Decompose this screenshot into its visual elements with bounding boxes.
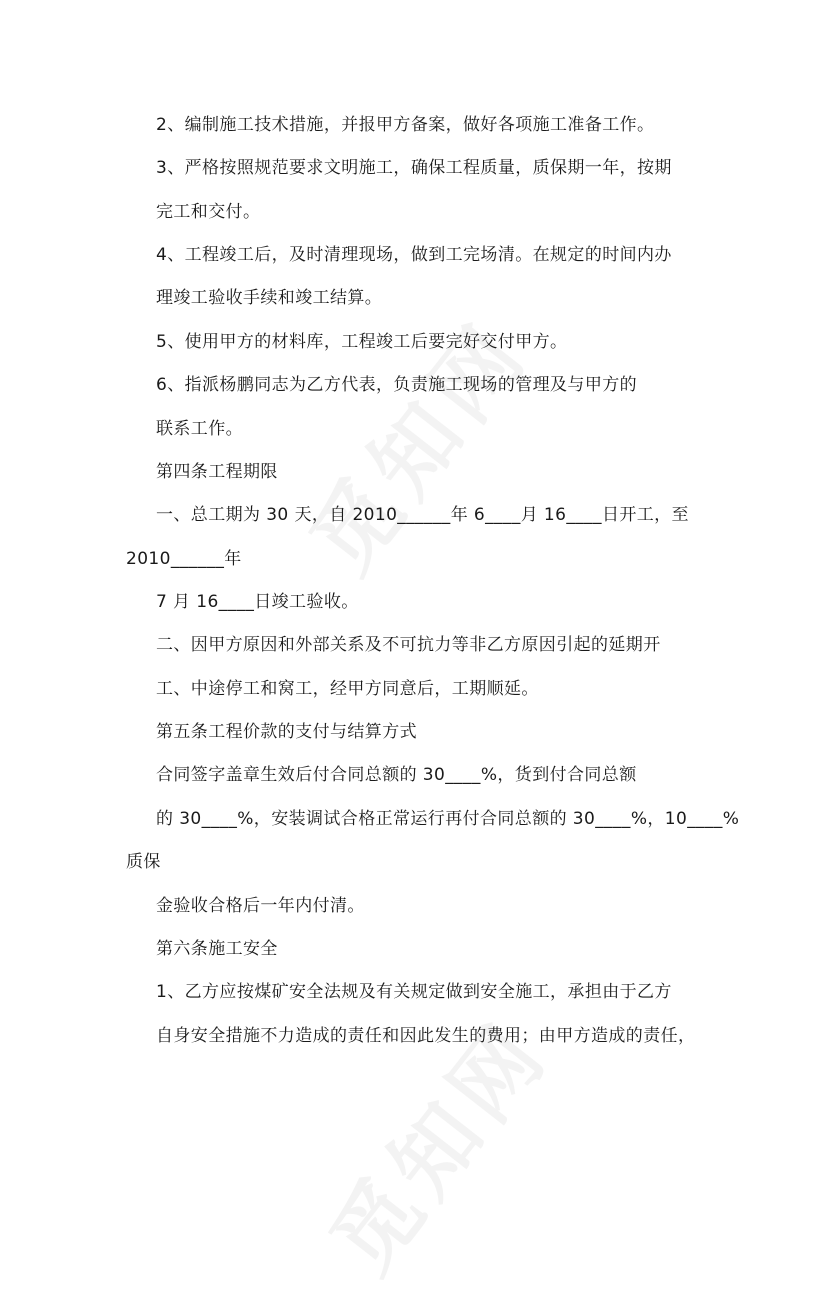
text-line: 二、因甲方原因和外部关系及不可抗力等非乙方原因引起的延期开 [156, 635, 661, 655]
section-heading-term-5: 第五条工程价款的支付与结算方式 [156, 722, 417, 742]
text-line: 2010______年 [126, 549, 242, 569]
text-line: 联系工作。 [156, 419, 243, 439]
text-line: 6、指派杨鹏同志为乙方代表，负责施工现场的管理及与甲方的 [156, 375, 638, 395]
text-line: 的 30____%，安装调试合格正常运行再付合同总额的 30____%，10____% [156, 809, 740, 829]
text-line: 5、使用甲方的材料库，工程竣工后要完好交付甲方。 [156, 332, 568, 352]
text-line: 质保 [126, 852, 161, 872]
text-line: 工、中途停工和窝工，经甲方同意后，工期顺延。 [156, 679, 539, 699]
text-line: 一、总工期为 30 天，自 2010______年 6____月 16____日开工，至 [156, 505, 689, 525]
section-heading-term-4: 第四条工程期限 [156, 462, 278, 482]
text-line: 2、编制施工技术措施，并报甲方备案，做好各项施工准备工作。 [156, 115, 655, 135]
text-line: 1、乙方应按煤矿安全法规及有关规定做到安全施工，承担由于乙方 [156, 982, 672, 1002]
text-line: 3、严格按照规范要求文明施工，确保工程质量，质保期一年，按期 [156, 158, 672, 178]
text-line: 理竣工验收手续和竣工结算。 [156, 288, 383, 308]
text-line: 自身安全措施不力造成的责任和因此发生的费用；由甲方造成的责任， [156, 1026, 696, 1046]
text-line: 金验收合格后一年内付清。 [156, 896, 365, 916]
text-line: 完工和交付。 [156, 202, 261, 222]
text-line: 合同签字盖章生效后付合同总额的 30____%，货到付合同总额 [156, 765, 637, 785]
text-line: 7 月 16____日竣工验收。 [156, 592, 359, 612]
section-heading-term-6: 第六条施工安全 [156, 939, 278, 959]
text-line: 4、工程竣工后，及时清理现场，做到工完场清。在规定的时间内办 [156, 245, 672, 265]
